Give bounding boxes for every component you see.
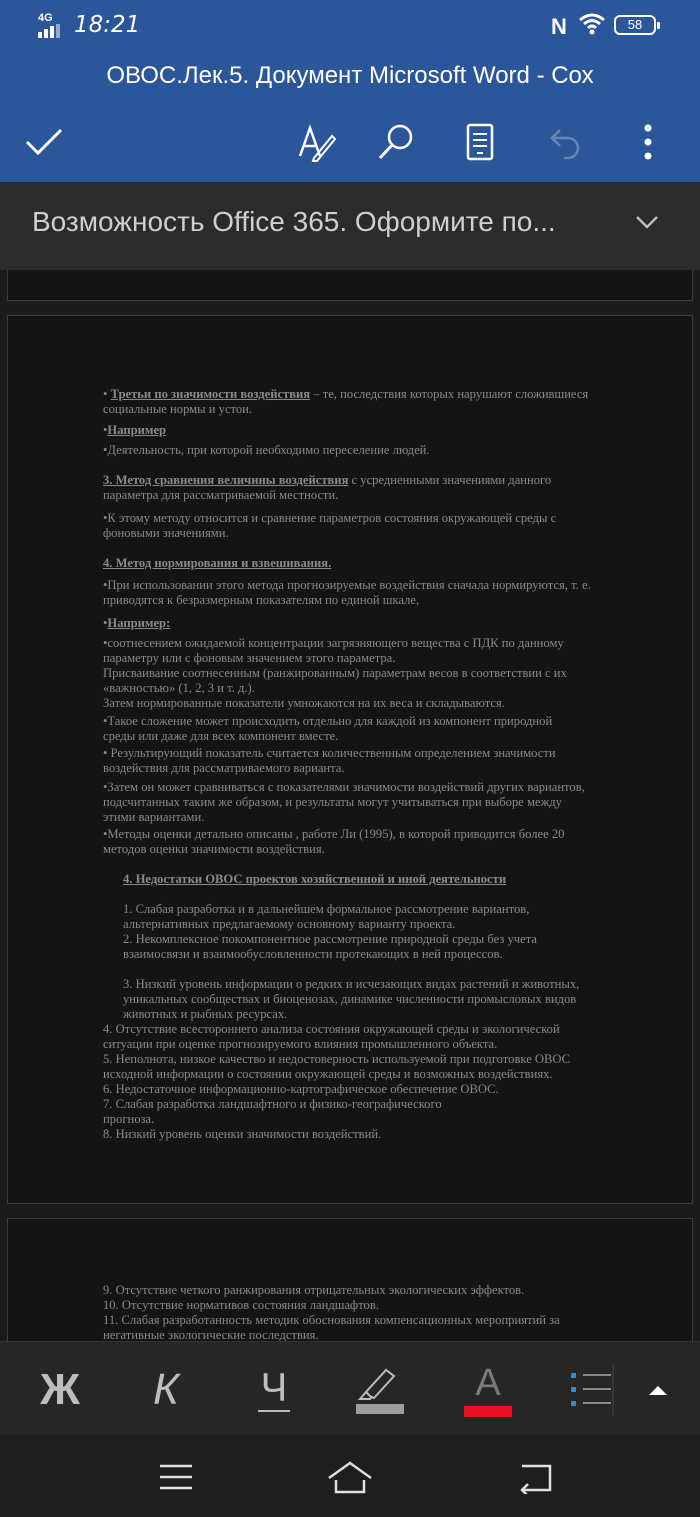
doc-line: животных и рыбных ресурсах. (123, 1007, 288, 1021)
cellular-signal-icon (38, 12, 68, 38)
document-page-next (7, 1218, 693, 1341)
doc-line: •Такое сложение может происходить отдельно для каждой из компонент природной (103, 714, 553, 728)
document-page-previous (7, 270, 693, 301)
doc-line: •Например (103, 423, 167, 437)
doc-line: подсчитанных таким же образом, и результаты могут учитываться при выборе между (103, 795, 562, 809)
draw-button[interactable] (292, 118, 340, 166)
status-bar (0, 0, 700, 52)
doc-line: 5. Неполнота, низкое качество и недостоверность используемой при подготовке ОВОС (103, 1052, 571, 1066)
doc-line: ситуации при оценке прогнозируемого влияния промышленного объекта. (103, 1037, 498, 1051)
doc-line: 1. Слабая разработка и в дальнейшем формальное рассмотрение вариантов, (123, 902, 530, 916)
doc-line: параметру или с фоновым значением этого параметра. (103, 651, 396, 665)
doc-line: среды или даже для всех компонент вместе. (103, 729, 339, 743)
menu-button[interactable] (146, 1453, 206, 1501)
doc-line: уникальных сообществах и биоценозах, динамике численности промысловых видов (123, 992, 577, 1006)
expand-ribbon-button[interactable] (640, 1362, 676, 1418)
font-color-letter: А (475, 1361, 501, 1404)
doc-line: исходной информации о состоянии окружающей среды и возможных воздействиях. (103, 1067, 553, 1081)
document-canvas[interactable] (0, 270, 700, 1341)
font-color-bar (464, 1406, 512, 1417)
doc-line: 9. Отсутствие четкого ранжирования отрицательных экологических эффектов. (103, 1283, 525, 1297)
doc-line: •соотнесением ожидаемой концентрации загрязняющего вещества с ПДК по данному (103, 636, 564, 650)
doc-line: альтернативных предлагаемому основному варианту проекта. (123, 917, 456, 931)
list-button[interactable] (562, 1362, 618, 1418)
doc-line: Присваивание соотнесенным (ранжированным) параметрам весов в соответствии с их (103, 666, 567, 680)
chevron-down-icon[interactable] (632, 212, 662, 237)
doc-line: 8. Низкий уровень оценки значимости воздействий. (103, 1127, 382, 1141)
document-title: ОВОС.Лек.5. Документ Microsoft Word - Сох (0, 52, 700, 102)
doc-line: •К этому методу относится и сравнение параметров состояния окружающей среды с (103, 511, 557, 525)
menu-icon (158, 1462, 194, 1492)
doc-line: параметра для рассматриваемой местности. (103, 488, 339, 502)
more-options-button[interactable] (624, 118, 672, 166)
checkmark-icon (24, 126, 64, 158)
doc-line: 11. Слабая разработанность методик обоснования компенсационных мероприятий за (103, 1313, 560, 1327)
home-button[interactable] (320, 1453, 380, 1501)
doc-line: воздействия для рассматриваемого варианта. (103, 761, 345, 775)
banner-text: Возможность Office 365. Оформите по... (32, 206, 556, 237)
top-toolbar (0, 102, 700, 182)
done-button[interactable] (20, 118, 68, 166)
doc-line: 7. Слабая разработка ландшафтного и физико-географического (103, 1097, 442, 1111)
network-type: 4G (38, 12, 53, 24)
undo-icon (544, 122, 584, 162)
document-page (7, 315, 693, 1204)
doc-line: •Методы оценки детально описаны , работе Ли (1995), в которой приводится более 20 (103, 827, 565, 841)
clock: 18:21 (74, 12, 141, 38)
back-button[interactable] (504, 1453, 564, 1501)
back-icon (514, 1460, 554, 1494)
doc-line: •Затем он может сравниваться с показателями значимости воздействий других вариантов, (103, 780, 585, 794)
doc-line: фоновыми значениями. (103, 526, 229, 540)
doc-line: 6. Недостаточное информационно-картографическое обеспечение ОВОС. (103, 1082, 499, 1096)
more-icon (642, 122, 654, 162)
wifi-icon (578, 12, 606, 41)
doc-line: 2. Некомплексное покомпонентное рассмотрение природной среды без учета (123, 932, 537, 946)
font-color-button[interactable] (460, 1362, 516, 1418)
doc-line: 3. Метод сравнения величины воздействия с усредненными значениями данного (103, 473, 552, 487)
bold-label: Ж (40, 1365, 80, 1414)
doc-line: социальные нормы и устои. (103, 402, 253, 416)
battery-level: 58 (627, 17, 643, 32)
doc-line: • Результирующий показатель считается количественным определением значимости (103, 746, 556, 760)
doc-line: приводятся к безразмерным показателям по единой шкале, (103, 593, 420, 607)
system-navigation-bar (0, 1435, 700, 1517)
reading-view-icon (465, 122, 495, 162)
doc-line: 10. Отсутствие нормативов состояния ландшафтов. (103, 1298, 379, 1312)
doc-line: этими вариантами. (103, 810, 205, 824)
reading-view-button[interactable] (456, 118, 504, 166)
italic-label: К (153, 1365, 179, 1414)
doc-line: Затем нормированные показатели умножаются на их веса и складываются. (103, 696, 505, 710)
highlighter-icon (356, 1366, 404, 1400)
underline-button[interactable] (244, 1362, 304, 1418)
doc-line: взаимосвязи и взаимообусловленности протекающих в ней процессов. (123, 947, 503, 961)
doc-line: •Деятельность, при которой необходимо переселение людей. (103, 443, 430, 457)
doc-line: прогноза. (103, 1112, 155, 1126)
search-icon (376, 122, 416, 162)
undo-button[interactable] (540, 118, 588, 166)
doc-line: 3. Низкий уровень информации о редких и исчезающих видах растений и животных, (123, 977, 580, 991)
italic-button[interactable] (136, 1362, 196, 1418)
formatting-toolbar (0, 1341, 700, 1436)
nfc-icon: N (551, 14, 567, 39)
highlight-button[interactable] (352, 1362, 408, 1418)
doc-line: 4. Метод нормирования и взвешивания. (103, 556, 332, 570)
underline-bar (258, 1410, 290, 1412)
bulleted-list-icon (565, 1365, 615, 1415)
search-button[interactable] (372, 118, 420, 166)
office365-banner[interactable] (0, 182, 700, 270)
caret-up-icon (648, 1383, 668, 1397)
doc-line: 4. Недостатки ОВОС проектов хозяйственной и иной деятельности (123, 872, 507, 886)
doc-line: методов оценки значимости воздействия. (103, 842, 325, 856)
bold-button[interactable] (30, 1362, 90, 1418)
home-icon (326, 1460, 374, 1494)
doc-line: 4. Отсутствие всестороннего анализа состояния окружающей среды и экологической (103, 1022, 560, 1036)
doc-line: •Например: (103, 616, 171, 630)
doc-line: негативные экологические последствия. (103, 1328, 319, 1341)
doc-line: • Третьи по значимости воздействия – те, последствия которых нарушают сложившиеся (103, 387, 589, 401)
highlight-color-bar (356, 1404, 404, 1414)
underline-label: Ч (260, 1366, 288, 1410)
pen-icon (296, 122, 336, 162)
battery-icon (614, 15, 656, 35)
doc-line: «важностью» (1, 2, 3 и т. д.). (103, 681, 255, 695)
doc-line: •При использовании этого метода прогнозируемые воздействия сначала нормируются, т. е. (103, 578, 591, 592)
